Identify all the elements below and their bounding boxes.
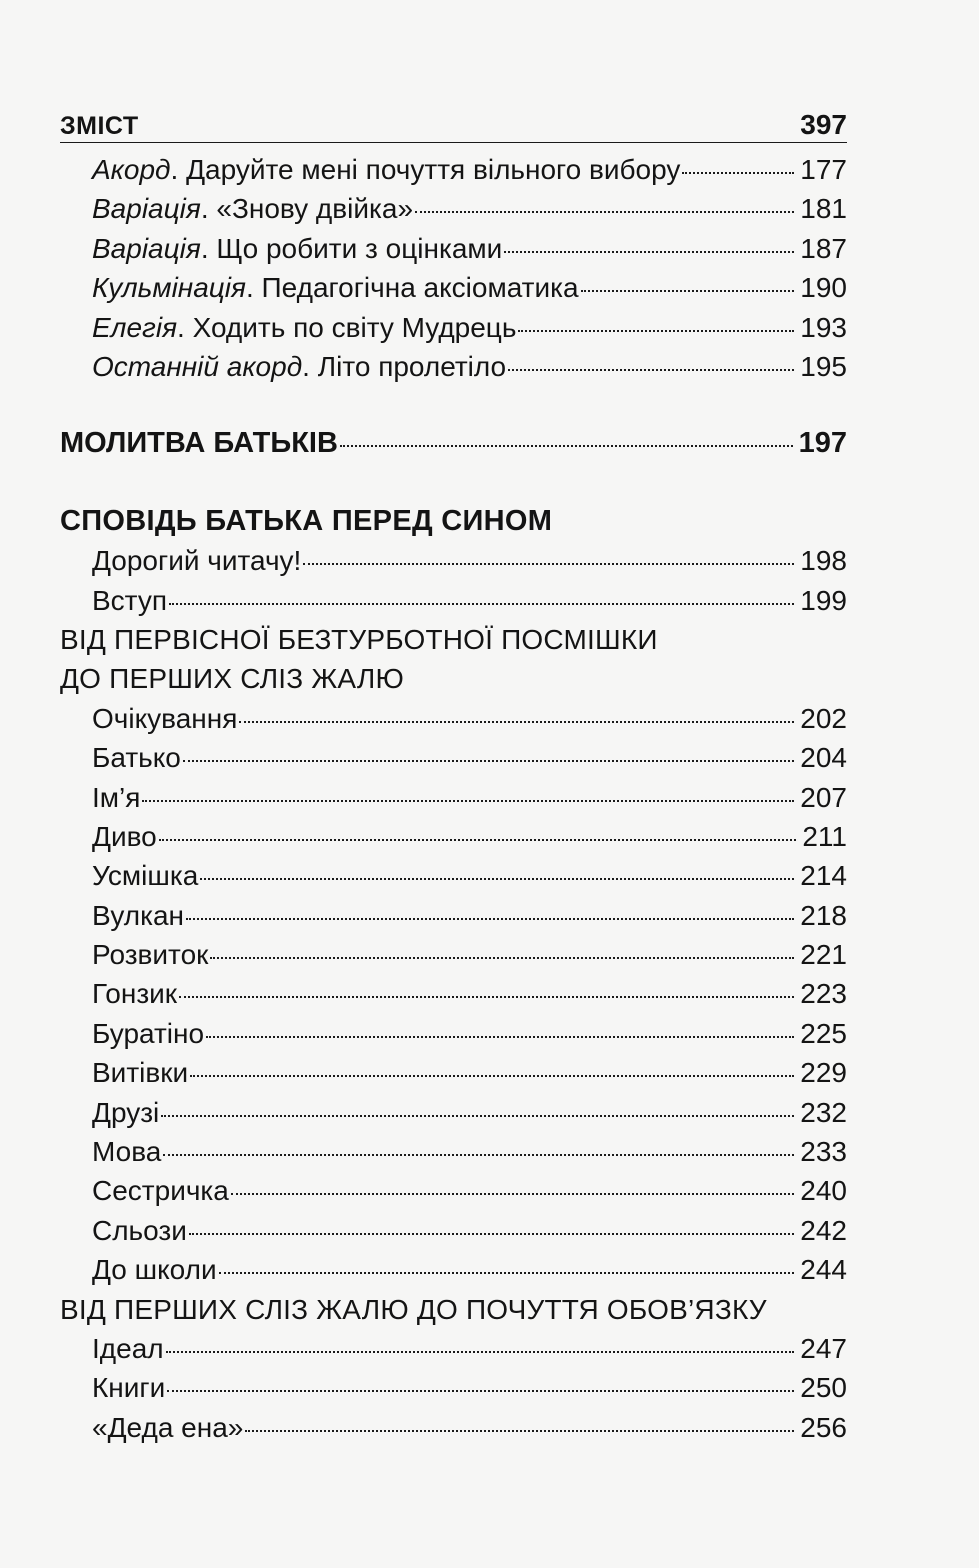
dot-leader xyxy=(206,1036,794,1038)
toc-entry xyxy=(60,1211,847,1250)
toc-entry-text: . Педагогічна аксіоматика xyxy=(245,272,579,304)
toc-entry-text: . Даруйте мені почуття вільного вибору xyxy=(170,154,681,185)
toc-entry xyxy=(60,935,847,974)
toc-entry xyxy=(60,856,847,895)
spacer xyxy=(60,386,847,424)
toc-entry-title: Сльози xyxy=(92,1214,187,1246)
toc-entry-page: 199 xyxy=(800,584,847,616)
dot-leader xyxy=(415,211,794,213)
toc-entry xyxy=(60,1408,847,1447)
toc-entry-title: Вступ xyxy=(92,584,167,616)
toc-entry-title: «Деда ена» xyxy=(92,1411,244,1443)
toc-entry-title xyxy=(92,229,502,268)
toc-entry-page: 177 xyxy=(800,154,847,185)
toc-entry xyxy=(60,541,847,580)
toc-section-prayer xyxy=(60,424,847,463)
dot-leader xyxy=(210,957,794,959)
dot-leader xyxy=(189,1233,794,1235)
dot-leader xyxy=(504,251,794,253)
dot-leader xyxy=(163,1154,794,1156)
toc-entry xyxy=(60,347,847,386)
toc-entry xyxy=(60,268,847,307)
section-page: 197 xyxy=(798,427,847,460)
toc-entry-title: Очікування xyxy=(92,702,238,734)
dot-leader xyxy=(161,1115,794,1117)
toc-entry-page: 190 xyxy=(800,272,847,304)
toc-entry-title: Вулкан xyxy=(92,899,184,931)
toc-entry-text: . «Знову двійка» xyxy=(200,193,414,225)
part2-title: ВІД ПЕРШИХ СЛІЗ ЖАЛЮ ДО ПОЧУТТЯ ОБОВ’ЯЗКУ xyxy=(60,1293,767,1325)
toc-entry-page: 193 xyxy=(800,311,847,343)
toc-entry-title: Буратіно xyxy=(92,1017,205,1049)
toc-entry xyxy=(60,1171,847,1210)
toc-entry-page: 181 xyxy=(800,193,847,225)
toc-entry-title: Сестричка xyxy=(92,1175,229,1207)
toc-entry-title xyxy=(92,308,516,347)
part1-title-line1: ВІД ПЕРВІСНОЇ БЕЗТУРБОТНОЇ ПОСМІШКИ xyxy=(60,623,658,655)
toc-entry-title: До школи xyxy=(92,1254,217,1286)
toc-entry-page: 202 xyxy=(800,702,847,734)
toc-entry-title: Диво xyxy=(92,820,157,852)
dot-leader xyxy=(303,563,794,565)
toc-entry-emphasis: Останній акорд xyxy=(92,350,303,382)
toc-entry-title: Друзі xyxy=(92,1096,160,1128)
toc-section-confession: СПОВІДЬ БАТЬКА ПЕРЕД СИНОМ xyxy=(60,504,553,537)
toc-entry-page: 250 xyxy=(800,1372,847,1404)
toc-entry xyxy=(60,738,847,777)
toc-entry xyxy=(60,1132,847,1171)
toc-entry-emphasis: Акорд xyxy=(92,154,171,185)
toc-entry xyxy=(60,1014,847,1053)
toc-entry-title: Батько xyxy=(92,742,181,774)
toc-entry-page: 233 xyxy=(800,1136,847,1168)
toc-entry-text: . Ходить по світу Мудрець xyxy=(177,311,517,343)
toc-entry-title: Розвиток xyxy=(92,939,209,971)
table-of-contents xyxy=(60,150,847,1447)
toc-entry-page: 214 xyxy=(800,860,847,892)
dot-leader xyxy=(245,1430,794,1432)
toc-entry-title xyxy=(92,189,413,228)
dot-leader xyxy=(200,878,794,880)
toc-entry-page: 232 xyxy=(800,1096,847,1128)
toc-entry-emphasis: Варіація xyxy=(92,232,201,264)
toc-entry-page: 247 xyxy=(800,1332,847,1364)
dot-leader xyxy=(231,1193,794,1195)
toc-entry-page: 195 xyxy=(800,350,847,382)
toc-entry-text: . Літо пролетіло xyxy=(302,350,507,382)
running-header xyxy=(60,104,847,143)
toc-entry-emphasis: Елегія xyxy=(92,311,178,343)
toc-entry xyxy=(60,896,847,935)
toc-entry xyxy=(60,817,847,856)
dot-leader xyxy=(169,603,794,605)
dot-leader xyxy=(219,1272,795,1274)
toc-entry xyxy=(60,229,847,268)
toc-entry-title: Книги xyxy=(92,1372,166,1404)
part1-title xyxy=(60,620,847,699)
section-title: МОЛИТВА БАТЬКІВ xyxy=(60,427,338,460)
toc-entry-page: 256 xyxy=(800,1411,847,1443)
dot-leader xyxy=(581,290,795,292)
dot-leader xyxy=(508,369,794,371)
toc-entry xyxy=(60,308,847,347)
dot-leader xyxy=(682,172,794,174)
dot-leader xyxy=(179,996,794,998)
toc-entry-page: 207 xyxy=(800,781,847,813)
toc-entry xyxy=(60,1093,847,1132)
toc-entry-emphasis: Варіація xyxy=(92,193,201,225)
toc-entry xyxy=(60,699,847,738)
toc-entry-title xyxy=(92,268,579,307)
toc-entry-title xyxy=(92,150,680,189)
toc-entry-page: 244 xyxy=(800,1254,847,1286)
toc-entry-title: Мова xyxy=(92,1136,162,1168)
toc-entry-page: 229 xyxy=(800,1057,847,1089)
toc-entry-page: 225 xyxy=(800,1017,847,1049)
toc-entry-page: 242 xyxy=(800,1214,847,1246)
dot-leader xyxy=(183,760,794,762)
toc-entry-page: 187 xyxy=(800,232,847,264)
toc-entry-title xyxy=(92,347,506,386)
dot-leader xyxy=(239,721,794,723)
dot-leader xyxy=(190,1075,794,1077)
toc-entry-page: 204 xyxy=(800,742,847,774)
toc-entry xyxy=(60,974,847,1013)
header-title: ЗМІСТ xyxy=(60,112,139,140)
toc-entry-title: Витівки xyxy=(92,1057,189,1089)
toc-entry xyxy=(60,1250,847,1289)
toc-entry xyxy=(60,778,847,817)
toc-entry-page: 211 xyxy=(802,820,847,852)
dot-leader xyxy=(186,918,794,920)
dot-leader xyxy=(166,1351,795,1353)
toc-entry-title: Усмішка xyxy=(92,860,199,892)
toc-entry-title: Ім’я xyxy=(92,781,141,813)
toc-entry-page: 240 xyxy=(800,1175,847,1207)
toc-entry-title: Гонзик xyxy=(92,978,178,1010)
toc-entry-emphasis: Кульмінація xyxy=(92,272,246,304)
toc-entry xyxy=(60,1368,847,1407)
toc-entry xyxy=(60,189,847,228)
spacer xyxy=(60,464,847,502)
dot-leader xyxy=(340,445,793,447)
toc-entry xyxy=(60,1329,847,1368)
header-page-number: 397 xyxy=(800,109,847,140)
toc-entry-page: 221 xyxy=(800,939,847,971)
toc-entry-page: 218 xyxy=(800,899,847,931)
dot-leader xyxy=(518,330,794,332)
toc-entry-text: . Що робити з оцінками xyxy=(200,232,503,264)
toc-entry xyxy=(60,150,847,189)
dot-leader xyxy=(167,1390,794,1392)
toc-entry-page: 223 xyxy=(800,978,847,1010)
toc-entry xyxy=(60,1053,847,1092)
toc-entry-title: Ідеал xyxy=(92,1332,164,1364)
part1-title-line2: ДО ПЕРШИХ СЛІЗ ЖАЛЮ xyxy=(60,663,404,695)
toc-entry-page: 198 xyxy=(800,545,847,577)
dot-leader xyxy=(142,800,794,802)
toc-entry-title: Дорогий читачу! xyxy=(92,545,302,577)
toc-entry xyxy=(60,581,847,620)
dot-leader xyxy=(159,839,797,841)
